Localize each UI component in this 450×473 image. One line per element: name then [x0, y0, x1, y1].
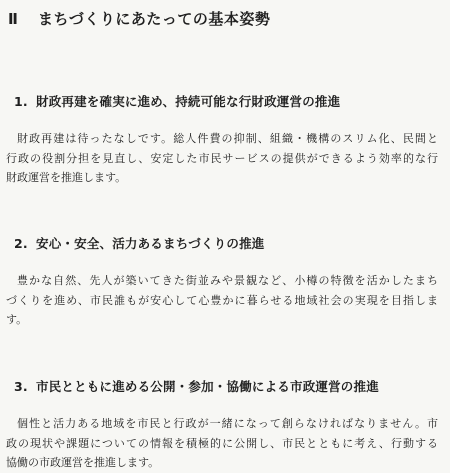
chapter-title-text: まちづくりにあたっての基本姿勢 — [38, 10, 271, 28]
section-paragraph — [6, 414, 438, 473]
paragraph-line: づくりを進め、市民誰もが安心して心豊かに暮らせる地域社会の実現を目指しま — [6, 293, 438, 307]
section-heading — [14, 92, 340, 110]
section-heading — [14, 234, 264, 252]
paragraph-line: 財政運営を推進します。 — [6, 171, 127, 184]
section-number: 1. — [14, 94, 28, 109]
section-heading-text: 安心・安全、活力あるまちづくりの推進 — [36, 236, 265, 251]
section-paragraph — [6, 271, 438, 330]
chapter-number: Ⅱ — [8, 10, 19, 28]
section-heading-text: 市民とともに進める公開・参加・協働による市政運営の推進 — [36, 379, 379, 394]
section-number: 2. — [14, 236, 28, 251]
paragraph-line: 個性と活力ある地域を市民と行政が一緒になって創らなければなりません。市 — [17, 417, 438, 430]
section-number: 3. — [14, 379, 28, 394]
paragraph-line: 豊かな自然、先人が築いてきた街並みや景観など、小樽の特徴を活かしたまち — [17, 274, 438, 287]
paragraph-line: 行政の役割分担を見直し、安定した市民サービスの提供ができるよう効率的な行 — [6, 151, 438, 165]
section-heading-text: 財政再建を確実に進め、持続可能な行財政運営の推進 — [36, 94, 341, 109]
section-paragraph — [6, 129, 438, 188]
paragraph-line: 財政再建は待ったなしです。総人件費の抑制、組織・機構のスリム化、民間と — [17, 132, 438, 145]
chapter-title — [8, 8, 270, 29]
paragraph-line: す。 — [6, 313, 28, 326]
section-heading — [14, 377, 379, 395]
paragraph-line: 協働の市政運営を推進します。 — [6, 456, 160, 469]
paragraph-line: 政の現状や課題についての情報を積極的に公開し、市民とともに考え、行動する — [6, 436, 438, 450]
